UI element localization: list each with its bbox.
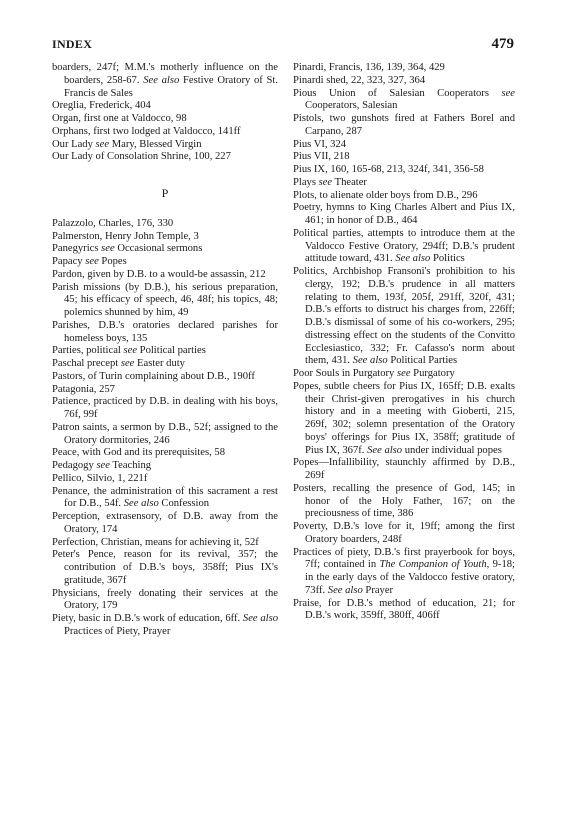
- index-entry: Palmerston, Henry John Temple, 3: [52, 230, 199, 242]
- index-entry: Pistols, two gunshots fired at Fathers Borel and Carpano, 287: [293, 113, 515, 137]
- index-entry: Parish missions (by D.B.), his serious preparation, 45; his efficacy of speech, 46, 48f; his topics, 48; polemics shunned by him, 49: [52, 281, 278, 318]
- index-entry: Panegyrics see Occasional sermons: [52, 243, 203, 255]
- index-entry: Pinardi, Francis, 136, 139, 364, 429: [293, 62, 445, 73]
- index-entry: Politics, Archbishop Fransoni's prohibition to his clergy, 192; D.B.'s prudence in all matters relating to them, 193f, 205f, 291ff, 320f, 431; D.B.'s efforts to distruct his charges from, 226ff; D.B.'s dismissal of some of his co-workers, 295; distressing effect on the students of the Convitto Ecclesiastico, 332; Fr. Cafasso's norm about them, 431. See also Political Parties: [293, 266, 515, 367]
- index-entry: Pastors, of Turin complaining about D.B., 190ff: [52, 370, 255, 382]
- index-entry: Perception, extrasensory, of D.B. away from the Oratory, 174: [52, 511, 278, 535]
- index-entry: Pinardi shed, 22, 323, 327, 364: [293, 74, 426, 86]
- index-entry: Practices of piety, D.B.'s first prayerbook for boys, 7ff; contained in The Companion of Youth, 9-18; in the early days of the Valdocco festive oratory, 73ff. See also Prayer: [293, 546, 515, 596]
- index-entry: Patron saints, a sermon by D.B., 52f; assigned to the Oratory dormitories, 246: [52, 421, 278, 446]
- index-entry-continuation: boarders, 247f; M.M.'s motherly influence on the boarders, 258-67. See also Festive Oratory of St. Francis de Sales: [52, 62, 278, 99]
- index-entry: Political parties, attempts to introduce them at the Valdocco Festive Oratory, 294ff; D.B.'s prudent attitude toward, 431. See also Politics: [293, 227, 515, 265]
- index-entry: Palazzolo, Charles, 176, 330: [52, 217, 174, 229]
- index-entry: Parishes, D.B.'s oratories declared parishes for homeless boys, 135: [52, 319, 278, 344]
- index-entry: Plots, to alienate older boys from D.B., 296: [293, 189, 478, 201]
- index-entry: Piety, basic in D.B.'s work of education, 6ff. See also Practices of Piety, Prayer: [52, 613, 279, 637]
- index-entry: Peter's Pence, reason for its revival, 357; the contribution of D.B.'s boys, 358ff; Pius IX's gratitude, 367f: [52, 549, 278, 586]
- index-entry: Poverty, D.B.'s love for it, 19ff; among the first Oratory boarders, 248f: [293, 521, 515, 545]
- index-entry: Plays see Theater: [293, 176, 367, 188]
- index-entry: Popes, subtle cheers for Pius IX, 165ff; D.B. exalts their Christ-given prerogatives in his church history and in a meeting with Gioberti, 215, 269f, 302; solemn presentation of the Oratory boys' offerings for Pius IX, 358ff; gratitude of Pius IX, 367f. See also under individual popes: [293, 380, 515, 456]
- index-entry: Pellico, Silvio, 1, 221f: [52, 472, 148, 484]
- index-header-label: INDEX: [52, 37, 93, 51]
- index-entry: Patagonia, 257: [52, 383, 115, 395]
- index-entry: Pious Union of Salesian Cooperators see Cooperators, Salesian: [293, 87, 515, 112]
- index-entry: Pius IX, 160, 165-68, 213, 324f, 341, 356-58: [293, 164, 484, 175]
- index-entry: Our Lady see Mary, Blessed Virgin: [52, 138, 202, 150]
- index-entry: Patience, practiced by D.B. in dealing with his boys, 76f, 99f: [52, 396, 278, 420]
- index-entry: Oreglia, Frederick, 404: [52, 100, 151, 112]
- index-entry: Posters, recalling the presence of God, 145; in honor of the Holy Father, 167; on the preciousness of time, 386: [293, 482, 515, 520]
- index-entry: Pedagogy see Teaching: [52, 460, 152, 471]
- index-entry: Peace, with God and its prerequisites, 58: [52, 447, 225, 459]
- right-index-column: [293, 62, 515, 623]
- index-entry: Pius VI, 324: [293, 138, 347, 150]
- letter-section-heading: P: [161, 186, 169, 200]
- index-entry: Poor Souls in Purgatory see Purgatory: [293, 368, 455, 379]
- index-entry: Our Lady of Consolation Shrine, 100, 227: [52, 151, 231, 163]
- index-entry: Paschal precept see Easter duty: [52, 358, 185, 369]
- index-entry: Perfection, Christian, means for achieving it, 52f: [52, 536, 259, 548]
- index-entry: Pardon, given by D.B. to a would-be assassin, 212: [52, 268, 266, 280]
- index-entry: Pius VII, 218: [293, 151, 350, 163]
- index-entry: Organ, first one at Valdocco, 98: [52, 113, 187, 124]
- index-entry: Poetry, hymns to King Charles Albert and Pius IX, 461; in honor of D.B., 464: [293, 202, 515, 226]
- index-entry: Physicians, freely donating their services at the Oratory, 179: [52, 587, 278, 612]
- index-entry: Praise, for D.B.'s method of education, 21; for D.B.'s work, 359ff, 380ff, 406ff: [293, 597, 515, 622]
- left-index-column: [52, 62, 278, 639]
- index-entry: Orphans, first two lodged at Valdocco, 141ff: [52, 125, 241, 137]
- running-head: [52, 36, 514, 53]
- index-entry: Papacy see Popes: [52, 256, 127, 267]
- index-entry: Parties, political see Political parties: [52, 345, 206, 357]
- page-number: 479: [491, 36, 514, 52]
- index-entry: Popes—Infallibility, staunchly affirmed by D.B., 269f: [293, 457, 515, 481]
- index-entry: Penance, the administration of this sacrament a rest for D.B., 54f. See also Confession: [52, 485, 278, 510]
